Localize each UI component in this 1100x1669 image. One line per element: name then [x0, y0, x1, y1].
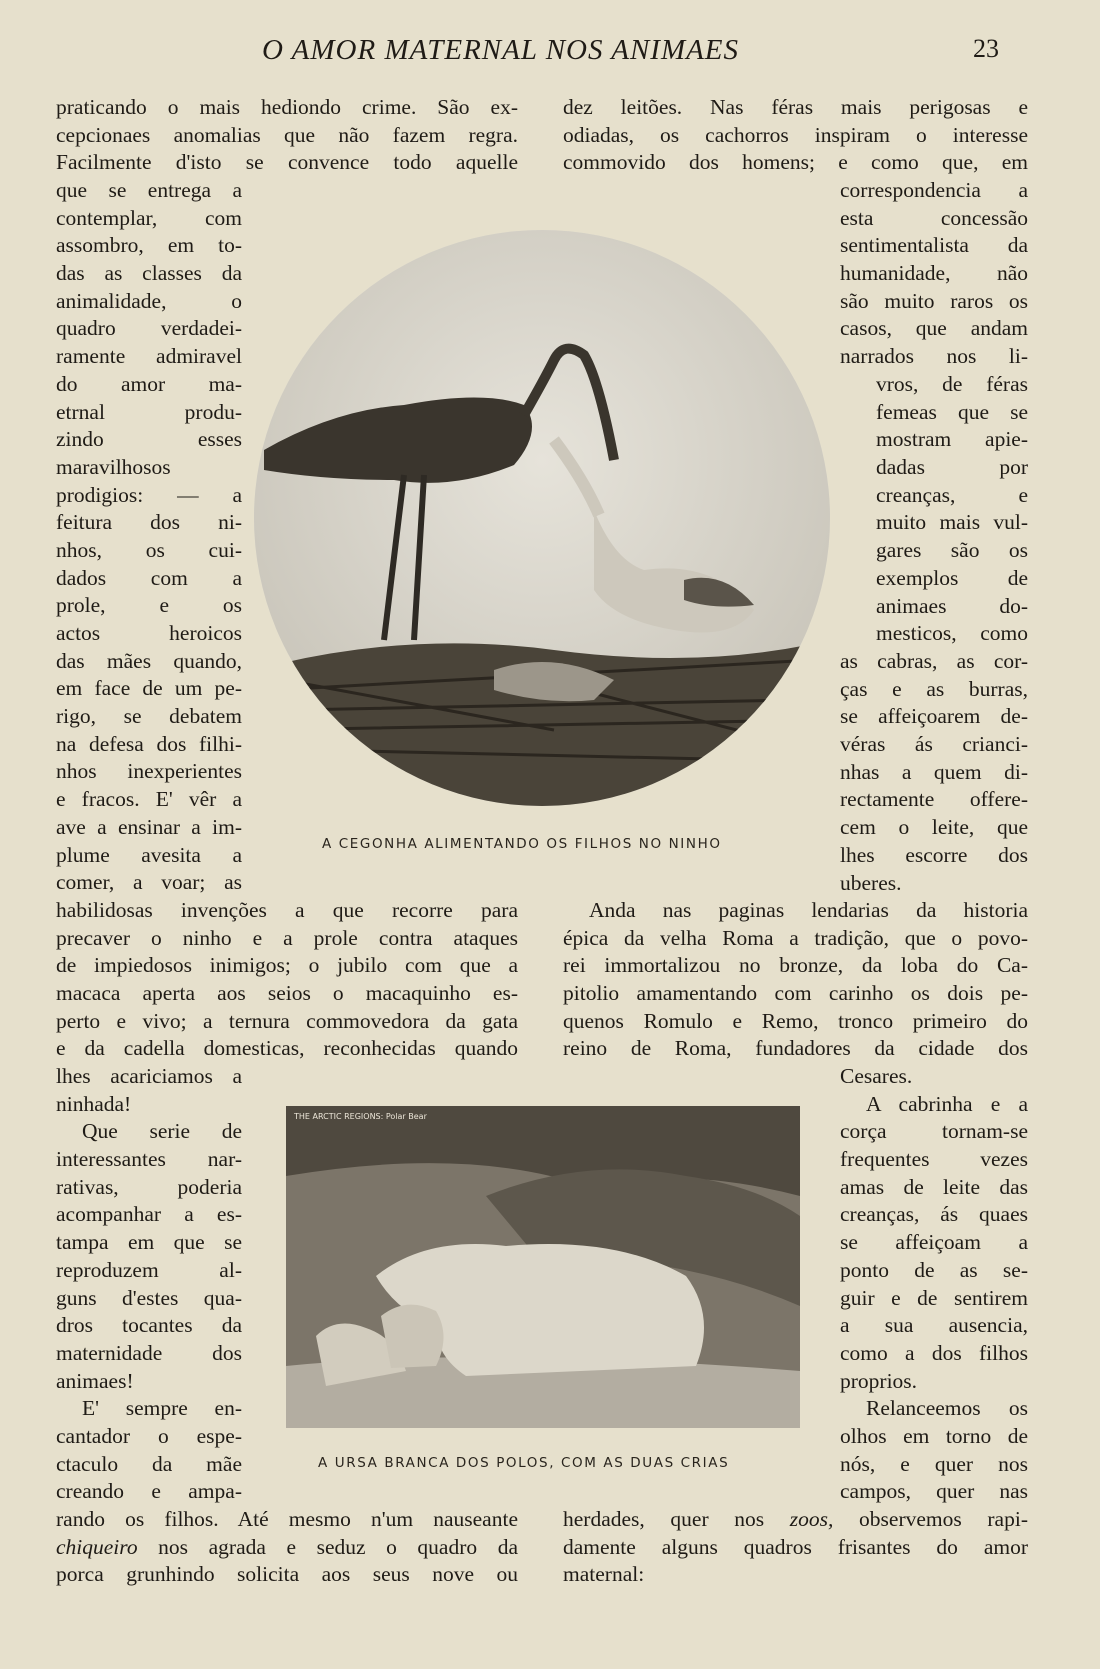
left-column-lower — [56, 1063, 242, 1506]
text-line: na defesa dos filhi- — [56, 731, 242, 756]
figure2-caption: A URSA BRANCA DOS POLOS, COM AS DUAS CRIAS — [318, 1455, 730, 1471]
text-line: actos heroicos — [56, 621, 242, 645]
text-line: damente alguns quadros frisantes do amor — [563, 1534, 1028, 1559]
left-column-bottom — [56, 1506, 518, 1589]
text-line: frequentes vezes — [840, 1147, 1028, 1172]
left-column-narrow — [56, 177, 242, 897]
text-line: acompanhar a es- — [56, 1202, 242, 1227]
text-line: lhes escorre dos — [840, 842, 1028, 867]
text-line: correspondencia a — [840, 178, 1028, 202]
text-line: olhos em torno de — [840, 1423, 1028, 1448]
text-line — [56, 1534, 518, 1562]
text-line: das as classes da — [56, 261, 242, 286]
text-line: dadas por — [876, 455, 1028, 480]
text-line: zindo esses — [56, 427, 242, 452]
text-line: rigo, se debatem — [56, 704, 242, 729]
text-line: dados com a — [56, 565, 242, 590]
text-line: e fracos. E' vêr a — [56, 787, 242, 812]
text-line: ponto de as se- — [840, 1257, 1028, 1282]
text-line: véras ás crianci- — [840, 732, 1028, 757]
text-line: creanças, ás quaes — [840, 1202, 1028, 1227]
text-line: pitolio amamentando com carinho os dois pe- — [563, 981, 1028, 1006]
text-line: nós, e quer nos — [840, 1451, 1028, 1476]
running-title: O AMOR MATERNAL NOS ANIMAES — [262, 34, 740, 66]
text-line: E' sempre en- — [82, 1396, 242, 1421]
italic-word: chiqueiro — [56, 1534, 138, 1559]
text-line: ças e as burras, — [840, 676, 1028, 701]
text-line: animaes do- — [876, 593, 1028, 618]
text-line: rativas, poderia — [56, 1174, 242, 1199]
right-column-bottom — [563, 1506, 1028, 1589]
text-line: cem o leite, que — [840, 815, 1028, 840]
right-column-narrow-a — [840, 177, 1028, 371]
left-column-full — [56, 897, 518, 1063]
text-line: as cabras, as cor- — [840, 649, 1028, 673]
text-line: rei immortalizou no bronze, da loba do Ca- — [563, 953, 1028, 978]
text-line: casos, que andam — [840, 316, 1028, 341]
page-number: 23 — [973, 34, 999, 63]
text-line: quadro verdadei- — [56, 316, 242, 341]
text-line: contemplar, com — [56, 205, 242, 230]
stork-photo — [254, 230, 830, 806]
text-line: nhas a quem di- — [840, 759, 1028, 784]
text-line: animaes! — [56, 1368, 134, 1393]
text-line: ninhada! — [56, 1091, 132, 1116]
text-line: das mães quando, — [56, 648, 242, 673]
text-line: prole, e os — [56, 593, 242, 618]
figure1-caption: A CEGONHA ALIMENTANDO OS FILHOS NO NINHO — [322, 836, 722, 852]
italic-word: zoos, — [789, 1507, 834, 1531]
text-line: etrnal produ- — [56, 399, 242, 424]
text-line: são muito raros os — [840, 288, 1028, 313]
text-line: Anda nas paginas lendarias da historia — [589, 898, 1028, 922]
text-line: gares são os — [876, 538, 1028, 563]
text-line — [563, 1506, 1028, 1534]
text-line: proprios. — [840, 1368, 918, 1393]
text-line: praticando o mais hediondo crime. São ex- — [56, 95, 518, 119]
text-line: humanidade, não — [840, 261, 1028, 286]
text-line: amas de leite das — [840, 1174, 1028, 1199]
text-line: uberes. — [840, 870, 902, 895]
text-line: campos, quer nas — [840, 1479, 1028, 1504]
text-line: exemplos de — [876, 565, 1028, 590]
text-line: ramente admiravel — [56, 344, 242, 369]
text-span: nos agrada e seduz o quadro da — [137, 1534, 518, 1559]
text-line: ctaculo da mãe — [56, 1451, 242, 1476]
text-line: dros tocantes da — [56, 1313, 242, 1338]
text-line: que se entrega a — [56, 178, 242, 202]
text-line: plume avesita a — [56, 842, 242, 867]
polar-bear-illustration — [286, 1106, 800, 1428]
text-line: Que serie de — [82, 1119, 242, 1144]
right-column-full — [563, 897, 1028, 1063]
text-line: commovido dos homens; e como que, em — [563, 150, 1028, 175]
text-line: muito mais vul- — [876, 510, 1028, 535]
text-line: interessantes nar- — [56, 1147, 242, 1172]
text-line: guns d'estes qua- — [56, 1285, 242, 1310]
text-line: feitura dos ni- — [56, 510, 242, 535]
text-line: A cabrinha e a — [866, 1091, 1028, 1116]
left-column-top — [56, 94, 518, 177]
text-line: cantador o espe- — [56, 1423, 242, 1448]
right-column-narrow-b — [876, 371, 1028, 648]
text-line: perto e vivo; a ternura commovedora da gata — [56, 1008, 518, 1033]
text-line: narrados nos li- — [840, 344, 1028, 369]
text-line: mostram apie- — [876, 427, 1028, 452]
text-line: lhes acariciamos a — [56, 1064, 242, 1088]
text-line: e da cadella domesticas, reconhecidas quando — [56, 1036, 518, 1061]
text-line: reproduzem al- — [56, 1257, 242, 1282]
text-line: nhos inexperientes — [56, 759, 242, 784]
text-span: observemos rapi- — [833, 1507, 1028, 1531]
right-column-top — [563, 94, 1028, 177]
text-line: se affeiçoam a — [840, 1230, 1028, 1255]
text-line: do amor ma- — [56, 371, 242, 396]
text-line: habilidosas invenções a que recorre para — [56, 898, 518, 922]
text-line: creanças, e — [876, 482, 1028, 507]
text-line: mesticos, como — [876, 621, 1028, 646]
text-line: assombro, em to- — [56, 233, 242, 258]
right-column-lower — [840, 1063, 1028, 1506]
text-line: nhos, os cui- — [56, 537, 242, 562]
text-line: Relanceemos os — [866, 1396, 1028, 1421]
text-line: de impiedosos inimigos; o jubilo com que a — [56, 953, 518, 978]
text-line: macaca aperta aos seios o macaquinho es- — [56, 981, 518, 1006]
text-line: Facilmente d'isto se convence todo aquelle — [56, 150, 518, 175]
text-line: creando e ampa- — [56, 1479, 242, 1504]
text-line: ave a ensinar a im- — [56, 814, 242, 839]
text-line: se affeiçoarem de- — [840, 704, 1028, 729]
text-line: Cesares. — [840, 1064, 913, 1088]
text-line: reino de Roma, fundadores da cidade dos — [563, 1036, 1028, 1061]
page-header — [0, 30, 1100, 70]
text-line: em face de um pe- — [56, 676, 242, 701]
text-line: a sua ausencia, — [840, 1313, 1028, 1338]
text-line: maravilhosos — [56, 454, 171, 479]
text-line: esta concessão — [840, 205, 1028, 230]
text-line: maternidade dos — [56, 1340, 242, 1365]
text-line: rectamente offere- — [840, 787, 1028, 812]
stork-illustration — [254, 230, 830, 806]
text-line: dez leitões. Nas féras mais perigosas e — [563, 95, 1028, 119]
text-line: épica da velha Roma a tradição, que o povo- — [563, 925, 1028, 950]
text-line: prodigios: — a — [56, 482, 242, 507]
text-line: maternal: — [563, 1562, 645, 1587]
right-column-narrow-c — [840, 648, 1028, 897]
text-line: corça tornam-se — [840, 1119, 1028, 1144]
text-line: animalidade, o — [56, 288, 242, 313]
text-line: quenos Romulo e Remo, tronco primeiro do — [563, 1008, 1028, 1033]
text-line: guir e de sentirem — [840, 1285, 1028, 1310]
text-line: como a dos filhos — [840, 1340, 1028, 1365]
figure2-inscription: THE ARCTIC REGIONS: Polar Bear — [294, 1112, 427, 1121]
text-line: rando os filhos. Até mesmo n'um nauseante — [56, 1507, 518, 1531]
text-line: sentimentalista da — [840, 233, 1028, 258]
text-line: porca grunhindo solicita aos seus nove ou — [56, 1562, 518, 1587]
text-line: vros, de féras — [876, 372, 1028, 396]
text-line: cepcionaes anomalias que não fazem regra. — [56, 122, 518, 147]
text-line: femeas que se — [876, 399, 1028, 424]
text-span: herdades, quer nos — [563, 1507, 790, 1531]
text-line: odiadas, os cachorros inspiram o interesse — [563, 122, 1028, 147]
polar-bear-photo — [286, 1106, 800, 1428]
text-line: tampa em que se — [56, 1230, 242, 1255]
text-line: precaver o ninho e a prole contra ataques — [56, 925, 518, 950]
text-line: comer, a voar; as — [56, 870, 242, 895]
